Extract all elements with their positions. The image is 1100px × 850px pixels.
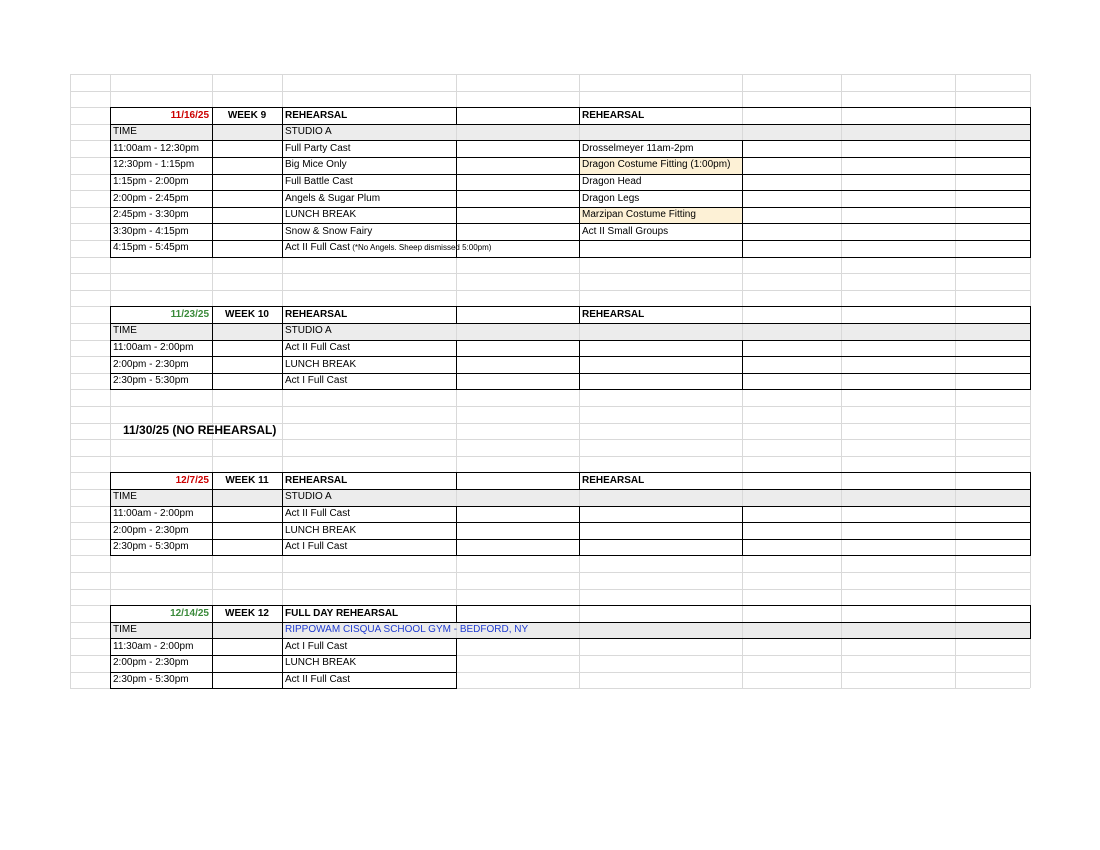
border-line bbox=[110, 555, 1031, 556]
rehearsal-heading-2: REHEARSAL bbox=[582, 474, 645, 486]
week-number: WEEK 12 bbox=[225, 607, 269, 619]
time-slot: 4:15pm - 5:45pm bbox=[113, 242, 189, 254]
grid-row-line bbox=[70, 273, 1030, 274]
activity-cell: LUNCH BREAK bbox=[285, 358, 357, 370]
activity-cell: Angels & Sugar Plum bbox=[285, 192, 381, 204]
time-slot: 2:00pm - 2:45pm bbox=[113, 192, 189, 204]
activity-note: (*No Angels. Sheep dismissed 5:00pm) bbox=[350, 243, 492, 253]
activity-cell: LUNCH BREAK bbox=[285, 209, 357, 221]
activity-cell: Act I Full Cast bbox=[285, 541, 348, 553]
other-cell: Dragon Costume Fitting (1:00pm) bbox=[582, 159, 731, 171]
other-cell: Dragon Legs bbox=[582, 192, 640, 204]
rehearsal-heading-2: REHEARSAL bbox=[582, 308, 645, 320]
border-line bbox=[1030, 472, 1031, 555]
time-column-label: TIME bbox=[113, 491, 137, 503]
border-line bbox=[212, 107, 213, 256]
grid-row-line bbox=[70, 589, 1030, 590]
activity-cell: LUNCH BREAK bbox=[285, 524, 357, 536]
location-label: STUDIO A bbox=[285, 491, 332, 503]
rehearsal-heading: REHEARSAL bbox=[285, 474, 348, 486]
time-slot: 1:15pm - 2:00pm bbox=[113, 175, 189, 187]
week-number: WEEK 9 bbox=[227, 109, 267, 121]
time-column-label: TIME bbox=[113, 624, 137, 636]
activity-cell: Act II Full Cast bbox=[285, 341, 351, 353]
grid-col-line bbox=[841, 74, 842, 688]
other-cell: Dragon Head bbox=[582, 175, 642, 187]
grid-row-line bbox=[70, 74, 1030, 75]
activity-cell: Snow & Snow Fairy bbox=[285, 225, 373, 237]
time-slot: 12:30pm - 1:15pm bbox=[113, 159, 195, 171]
other-cell: Marzipan Costume Fitting bbox=[582, 209, 696, 221]
time-slot: 2:45pm - 3:30pm bbox=[113, 209, 189, 221]
grid-col-line bbox=[70, 74, 71, 688]
rehearsal-heading: FULL DAY REHEARSAL bbox=[285, 607, 399, 619]
week-number: WEEK 10 bbox=[225, 308, 269, 320]
time-slot: 2:00pm - 2:30pm bbox=[113, 358, 189, 370]
activity-cell: Full Party Cast bbox=[285, 142, 351, 154]
activity-text: Act II Full Cast bbox=[285, 242, 351, 254]
time-slot: 3:30pm - 4:15pm bbox=[113, 225, 189, 237]
border-line bbox=[742, 340, 743, 390]
no-rehearsal-note: 11/30/25 (NO REHEARSAL) bbox=[123, 422, 277, 437]
location-label: STUDIO A bbox=[285, 325, 332, 337]
rehearsal-heading: REHEARSAL bbox=[285, 109, 348, 121]
activity-cell: Big Mice Only bbox=[285, 159, 347, 171]
time-slot: 2:00pm - 2:30pm bbox=[113, 524, 189, 536]
activity-cell: Full Battle Cast bbox=[285, 175, 353, 187]
time-slot: 11:00am - 2:00pm bbox=[113, 507, 194, 519]
location-label: RIPPOWAM CISQUA SCHOOL GYM - BEDFORD, NY bbox=[285, 624, 529, 636]
rehearsal-heading-2: REHEARSAL bbox=[582, 109, 645, 121]
time-slot: 2:00pm - 2:30pm bbox=[113, 657, 189, 669]
grid-row-line bbox=[70, 456, 1030, 457]
time-slot: 11:30am - 2:00pm bbox=[113, 640, 194, 652]
other-cell: Act II Small Groups bbox=[582, 225, 669, 237]
border-line bbox=[1030, 107, 1031, 256]
time-slot: 2:30pm - 5:30pm bbox=[113, 673, 189, 685]
time-column-label: TIME bbox=[113, 325, 137, 337]
week-date: 11/23/25 bbox=[170, 308, 209, 320]
time-slot: 2:30pm - 5:30pm bbox=[113, 375, 189, 387]
week-number: WEEK 11 bbox=[225, 474, 269, 486]
border-line bbox=[110, 688, 457, 689]
location-label: STUDIO A bbox=[285, 126, 332, 138]
time-column-label: TIME bbox=[113, 126, 137, 138]
week-date: 12/7/25 bbox=[175, 474, 209, 486]
border-line bbox=[110, 257, 1031, 258]
grid-col-line bbox=[955, 74, 956, 688]
grid-row-line bbox=[70, 91, 1030, 92]
grid-row-line bbox=[70, 572, 1030, 573]
activity-cell bbox=[282, 240, 582, 256]
time-slot: 11:00am - 2:00pm bbox=[113, 341, 194, 353]
border-line bbox=[1030, 306, 1031, 389]
activity-cell: Act II Full Cast bbox=[285, 507, 351, 519]
week-date: 12/14/25 bbox=[170, 607, 209, 619]
activity-cell: Act I Full Cast bbox=[285, 640, 348, 652]
border-line bbox=[742, 140, 743, 256]
time-slot: 2:30pm - 5:30pm bbox=[113, 541, 189, 553]
grid-row-line bbox=[70, 290, 1030, 291]
time-slot: 11:00am - 12:30pm bbox=[113, 142, 199, 154]
activity-cell: Act I Full Cast bbox=[285, 375, 348, 387]
week-date: 11/16/25 bbox=[170, 109, 209, 121]
border-line bbox=[110, 389, 1031, 390]
activity-cell: LUNCH BREAK bbox=[285, 657, 357, 669]
border-line bbox=[742, 506, 743, 556]
grid-row-line bbox=[70, 406, 1030, 407]
rehearsal-heading: REHEARSAL bbox=[285, 308, 348, 320]
grid-row-line bbox=[70, 439, 1030, 440]
other-cell: Drosselmeyer 11am-2pm bbox=[582, 142, 694, 154]
border-line bbox=[1030, 605, 1031, 638]
activity-cell: Act II Full Cast bbox=[285, 673, 351, 685]
